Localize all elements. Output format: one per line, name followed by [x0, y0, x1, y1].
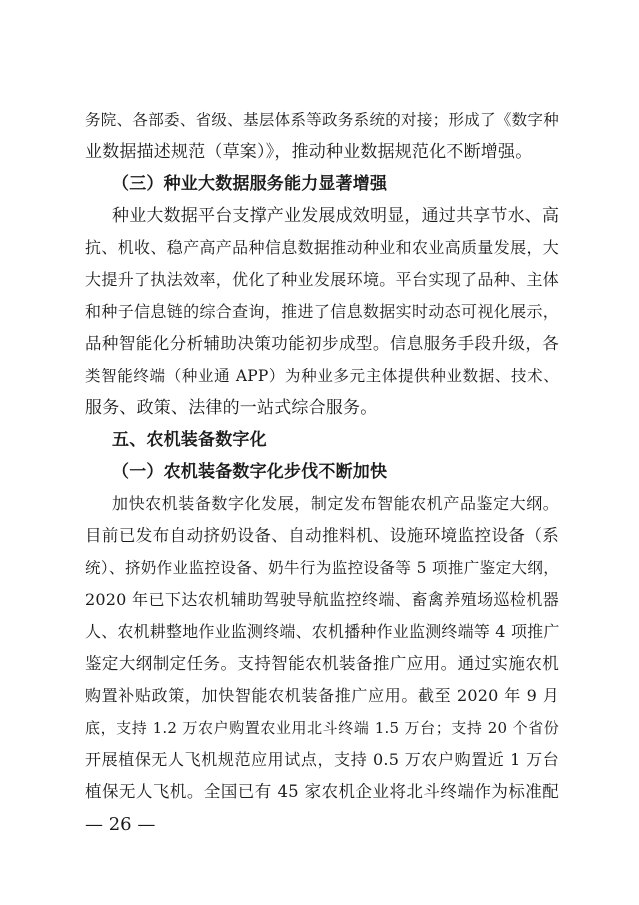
section-heading: （一）农机装备数字化步伐不断加快: [112, 462, 388, 482]
chapter-heading: 五、农机装备数字化: [112, 430, 267, 450]
text-line: 目前已发布自动挤奶设备、自动推料机、设施环境监控设备（系: [85, 526, 559, 545]
text-line: 业数据描述规范（草案）》，推动种业数据规范化不断增强。: [85, 142, 533, 162]
text-line: 和种子信息链的综合查询，推进了信息数据实时动态可视化展示，: [85, 302, 559, 321]
text-line: 品种智能化分析辅助决策功能初步成型。信息服务手段升级，各: [85, 334, 559, 353]
text-line: 植保无人飞机。全国已有 45 家农机企业将北斗终端作为标准配: [85, 782, 559, 801]
text-line: 开展植保无人飞机规范应用试点，支持 0.5 万农户购置近 1 万台: [85, 750, 559, 769]
text-line: 务院、各部委、省级、基层体系等政务系统的对接；形成了《数字种: [85, 111, 559, 129]
text-line: 统）、挤奶作业监控设备、奶牛行为监控设备等 5 项推广鉴定大纲，: [85, 559, 559, 577]
text-line: 人、农机耕整地作业监测终端、农机播种作业监测终端等 4 项推广: [85, 622, 560, 641]
section-heading: （三）种业大数据服务能力显著增强: [112, 174, 388, 194]
text-line: 类智能终端（种业通 APP）为种业多元主体提供种业数据、技术、: [85, 367, 559, 385]
text-line: 购置补贴政策，加快智能农机装备推广应用。截至 2020 年 9 月: [85, 686, 559, 705]
text-line: 抗、机收、稳产高产品种信息数据推动种业和农业高质量发展，大: [85, 238, 559, 257]
text-line: 2020 年已下达农机辅助驾驶导航监控终端、畜禽养殖场巡检机器: [85, 590, 559, 609]
text-line: 大提升了执法效率，优化了种业发展环境。平台实现了品种、主体: [85, 270, 559, 289]
text-line: 加快农机装备数字化发展，制定发布智能农机产品鉴定大纲。: [112, 494, 559, 513]
text-line: 鉴定大纲制定任务。支持智能农机装备推广应用。通过实施农机: [85, 654, 559, 673]
text-line: 底，支持 1.2 万农户购置农业用北斗终端 1.5 万台；支持 20 个省份: [85, 719, 559, 737]
page-number: — 26 —: [85, 814, 156, 835]
text-line: 服务、政策、法律的一站式综合服务。: [85, 398, 378, 418]
text-line: 种业大数据平台支撑产业发展成效明显，通过共享节水、高: [112, 206, 560, 226]
